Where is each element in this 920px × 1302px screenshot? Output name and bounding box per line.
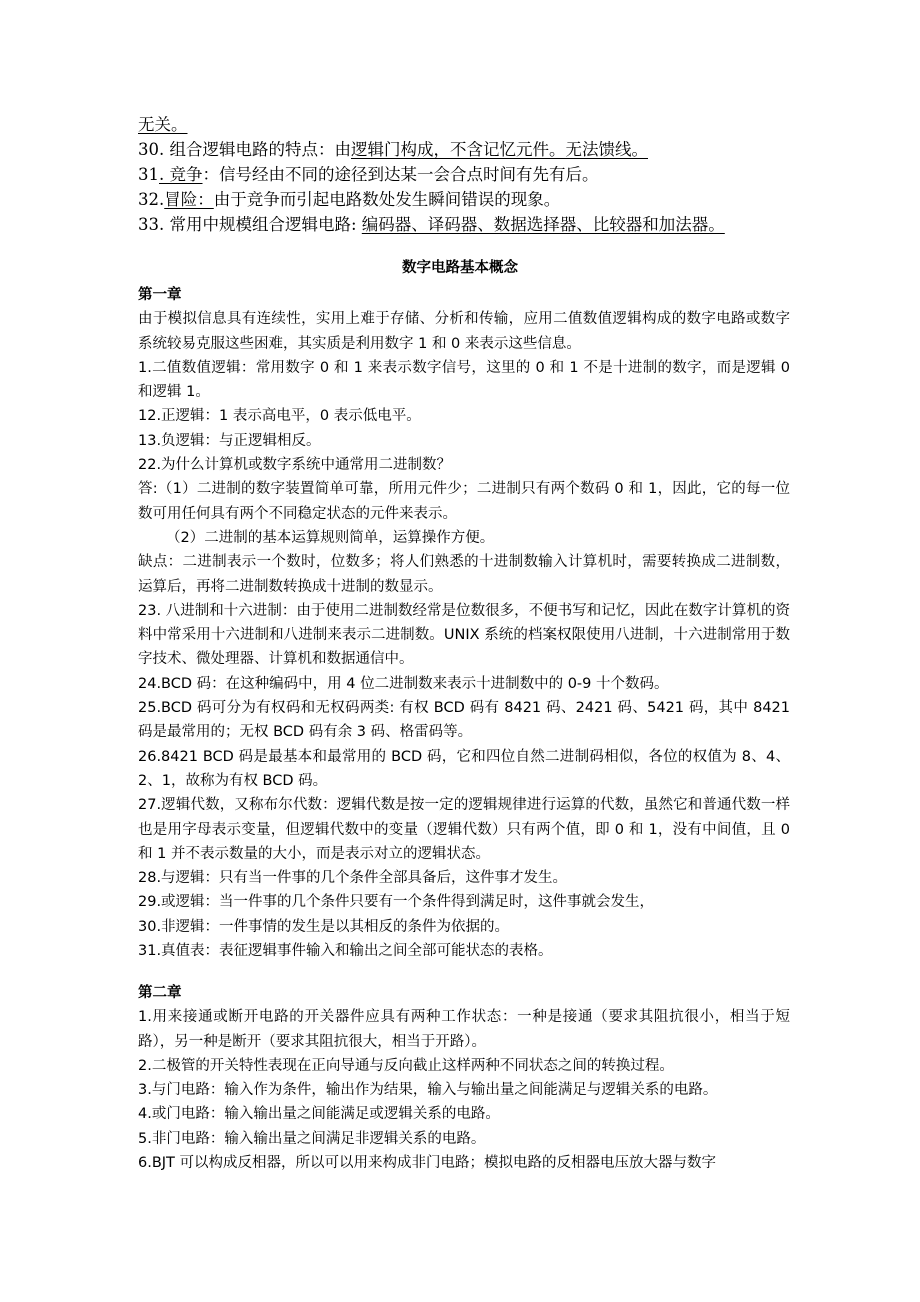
- paragraph: 由于模拟信息具有连续性，实用上难于存储、分析和传输，应用二值数值逻辑构成的数字电路或数字系统较易克服这些困难，其实质是利用数字 1 和 0 来表示这些信息。: [138, 311, 790, 352]
- paragraph: 5.非门电路：输入输出量之间满足非逻辑关系的电路。: [138, 1130, 486, 1147]
- paragraph: 3.与门电路：输入作为条件，输出作为结果，输入与输出量之间能满足与逻辑关系的电路。: [138, 1082, 718, 1099]
- text-span: 33. 常用中规模组合逻辑电路:: [138, 215, 362, 234]
- paragraph: 缺点：二进制表示一个数时，位数多；将人们熟悉的十进制数输入计算机时，需要转换成二进制数，运算后，再将二进制数转换成十进制的数显示。: [138, 554, 790, 595]
- paragraph: 1.二值数值逻辑：常用数字 0 和 1 来表示数字信号，这里的 0 和 1 不是十进制的数字，而是逻辑 0 和逻辑 1。: [138, 359, 790, 401]
- document-title: 数字电路基本概念: [402, 260, 518, 276]
- paragraph: 23. 八进制和十六进制：由于使用二进制数经常是位数很多，不便书写和记忆，因此在数字计算机的资料中常采用十六进制和八进制来表示二进制数。UNIX 系统的档案权限使用八进制，十六进制常用于数字技术、微处理器、计算机和数据通信中。: [138, 602, 790, 668]
- underlined-text: 逻辑门构成，不含记忆元件。无法馈线。: [351, 140, 648, 159]
- chapter-heading: 第一章: [138, 287, 182, 303]
- paragraph: 31.真值表：表征逻辑事件输入和输出之间全部可能状态的表格。: [138, 943, 553, 960]
- paragraph: 2.二极管的开关特性表现在正向导通与反向截止这样两种不同状态之间的转换过程。: [138, 1057, 674, 1074]
- text-line: [138, 137, 798, 162]
- paragraph: 30.非逻辑：一件事情的发生是以其相反的条件为依据的。: [138, 918, 510, 935]
- paragraph: （2）二进制的基本运算规则简单，运算操作方便。: [166, 529, 495, 546]
- paragraph: 28.与逻辑：只有当一件事的几个条件全部具备后，这件事才发生。: [138, 870, 568, 887]
- paragraph: 24.BCD 码：在这种编码中，用 4 位二进制数来表示十进制数中的 0-9 十个数码。: [138, 675, 669, 692]
- paragraph: 1.用来接通或断开电路的开关器件应具有两种工作状态：一种是接通（要求其阻抗很小，相当于短路），另一种是断开（要求其阻抗很大，相当于开路）。: [138, 1009, 790, 1050]
- text-line: [138, 162, 798, 187]
- paragraph: 27.逻辑代数，又称布尔代数：逻辑代数是按一定的逻辑规律进行运算的代数，虽然它和普通代数一样也是用字母表示变量，但逻辑代数中的变量（逻辑代数）只有两个值，即 0 和 1，没有中间值，且 0 和 1 并不表示数量的大小，而是表示对立的逻辑状态。: [138, 797, 790, 862]
- paragraph: 答:（1）二进制的数字装置简单可靠，所用元件少；二进制只有两个数码 0 和 1，因此，它的每一位数可用任何具有两个不同稳定状态的元件来表示。: [138, 481, 790, 522]
- text-line: [138, 187, 798, 212]
- chapter-heading: 第二章: [138, 985, 182, 1001]
- underlined-text: 编码器、译码器、数据选择器、比较器和加法器。: [361, 215, 725, 234]
- chapter-1: [138, 283, 790, 963]
- paragraph: 13.负逻辑：与正逻辑相反。: [138, 432, 321, 449]
- underlined-text: 冒险：: [164, 190, 214, 209]
- chapter-2: [138, 981, 790, 1175]
- paragraph: 29.或逻辑：当一件事的几个条件只要有一个条件得到满足时，这件事就会发生，: [138, 894, 655, 911]
- underlined-text: . 竞争: [159, 165, 203, 184]
- previous-section-tail: [138, 112, 798, 237]
- text-span: 31: [138, 165, 159, 184]
- paragraph: 26.8421 BCD 码是最基本和最常用的 BCD 码，它和四位自然二进制码相似，各位的权值为 8、4、2、1，故称为有权 BCD 码。: [138, 748, 790, 789]
- underlined-text: 无关。: [138, 115, 188, 134]
- text-span: 30. 组合逻辑电路的特点：由: [138, 140, 351, 159]
- text-span: 由于竞争而引起电路数处发生瞬间错误的现象。: [213, 190, 561, 209]
- paragraph: 4.或门电路：输入输出量之间能满足或逻辑关系的电路。: [138, 1106, 500, 1123]
- paragraph: 12.正逻辑：1 表示高电平，0 表示低电平。: [138, 408, 421, 425]
- text-line: [138, 212, 798, 237]
- text-span: 32.: [138, 190, 165, 209]
- text-span: ：信号经由不同的途径到达某一会合点时间有先有后。: [202, 165, 599, 184]
- paragraph: 25.BCD 码可分为有权码和无权码两类: 有权 BCD 码有 8421 码、2421 码、5421 码，其中 8421 码是最常用的；无权 BCD 码有余 3 码、格雷码等。: [138, 700, 790, 741]
- paragraph: 6.BJT 可以构成反相器，所以可以用来构成非门电路；模拟电路的反相器电压放大器与数字: [138, 1155, 717, 1172]
- text-line: [138, 112, 798, 137]
- paragraph: 22.为什么计算机或数字系统中通常用二进制数？: [138, 457, 452, 474]
